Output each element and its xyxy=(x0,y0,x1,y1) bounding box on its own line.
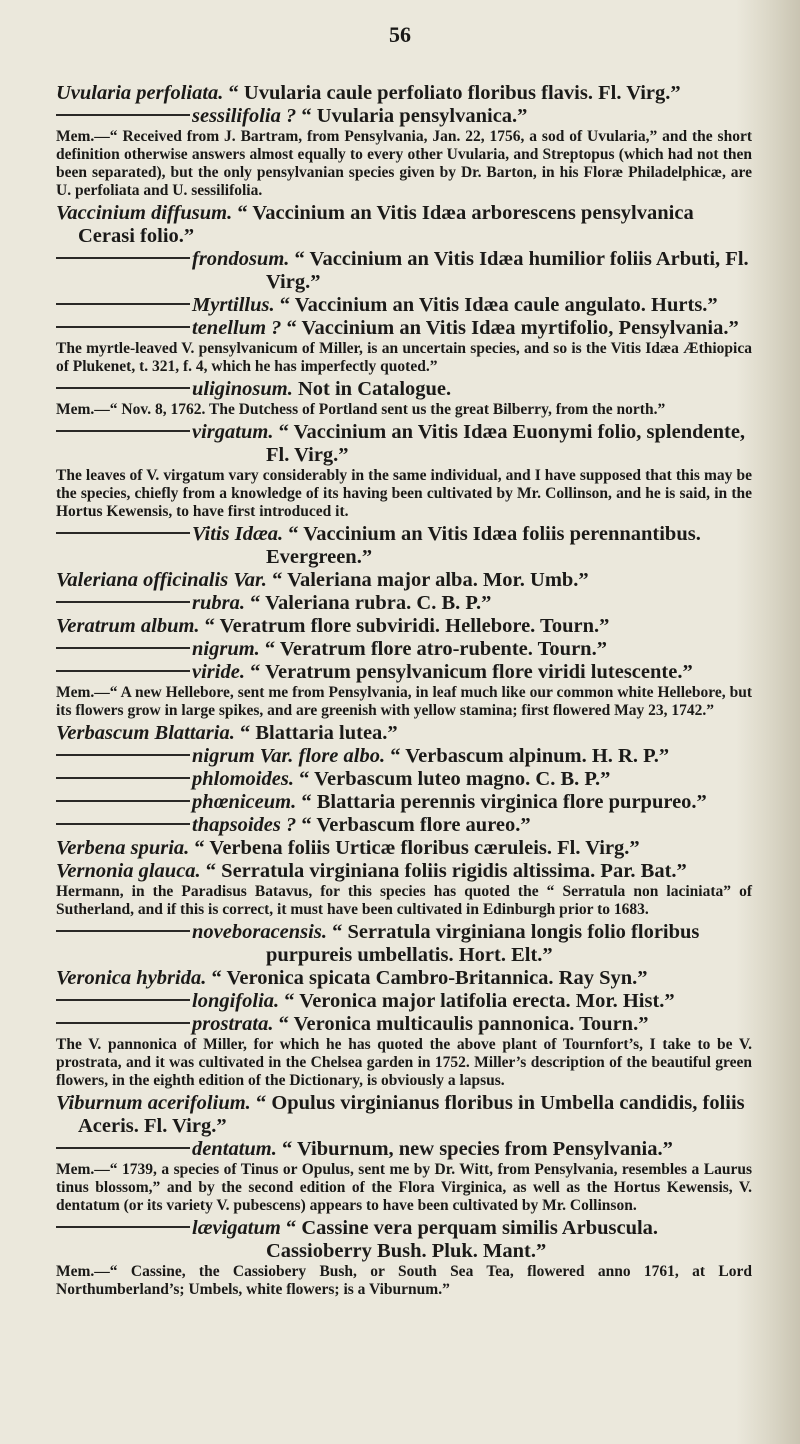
species-name: rubra. xyxy=(192,592,245,614)
synonym-quote: Not in Catalogue. xyxy=(297,378,452,400)
memorandum-note xyxy=(56,883,752,919)
ditto-rule xyxy=(56,754,190,756)
genus-entry xyxy=(56,722,752,745)
species-name: tenellum ? xyxy=(192,317,282,339)
page-number: 56 xyxy=(389,22,411,47)
ditto-rule xyxy=(56,930,190,932)
species-name: nigrum Var. flore albo. xyxy=(192,745,386,767)
synonym-quote: “ Veratrum flore subviridi. Hellebore. Tourn.” xyxy=(204,615,610,637)
species-variant-entry xyxy=(56,294,752,317)
ditto-rule xyxy=(56,823,190,825)
species-name: Vaccinium diffusum. xyxy=(56,202,233,224)
genus-entry xyxy=(56,967,752,990)
synonym-quote: “ Vaccinium an Vitis Idæa arborescens pensylvanica Cerasi folio.” xyxy=(78,202,694,247)
memorandum-note xyxy=(56,467,752,521)
species-variant-entry xyxy=(56,1013,752,1036)
memorandum-note xyxy=(56,1036,752,1090)
species-variant-entry xyxy=(56,248,752,294)
note-text: Mem.—“ Nov. 8, 1762. The Dutchess of Portland sent us the great Bilberry, from the north.” xyxy=(56,401,666,418)
species-name: Valeriana officinalis Var. xyxy=(56,569,267,591)
synonym-quote: “ Valeriana major alba. Mor. Umb.” xyxy=(272,569,589,591)
synonym-quote: “ Vaccinium an Vitis Idæa humilior foliis Arbuti, Fl. Virg.” xyxy=(266,248,749,293)
synonym-quote: “ Uvularia caule perfoliato floribus flavis. Fl. Virg.” xyxy=(228,82,681,104)
species-variant-entry xyxy=(56,921,752,967)
note-text: The myrtle-leaved V. pensylvanicum of Miller, is an uncertain species, and so is the Vitis Idæa Æthiopica of Plukenet, t. 321, f. 4, which he has imperfectly quoted.” xyxy=(56,340,752,375)
species-variant-entry xyxy=(56,523,752,569)
species-variant-entry xyxy=(56,317,752,340)
synonym-quote: “ Blattaria lutea.” xyxy=(239,722,398,744)
species-variant-entry xyxy=(56,421,752,467)
note-text: Hermann, in the Paradisus Batavus, for this species has quoted the “ Serratula non laciniata” of Sutherland, and if this is correct, it must have been cultivated in Edinburgh prior to 1683. xyxy=(56,883,752,918)
ditto-rule xyxy=(56,1226,190,1228)
synonym-quote: “ Verbascum alpinum. H. R. P.” xyxy=(390,745,670,767)
note-text: Mem.—“ A new Hellebore, sent me from Pensylvania, in leaf much like our common white Hellebore, but its flowers grow in large spikes, and are greenish with yellow stamina; first flowered May 23, 1742.” xyxy=(56,684,752,719)
note-text: Mem.—“ 1739, a species of Tinus or Opulus, sent me by Dr. Witt, from Pensylvania, resembles a Laurus tinus blossom,” and by the second edition of the Flora Virginica, as well as the Hortus Kewensis, V. dentatum (or its variety V. pubescens) appears to have been cultivated by Mr. Collinson. xyxy=(56,1161,752,1214)
memorandum-note xyxy=(56,684,752,720)
memorandum-note xyxy=(56,1263,752,1299)
species-name: longifolia. xyxy=(192,990,280,1012)
species-name: Vitis Idæa. xyxy=(192,523,284,545)
species-variant-entry xyxy=(56,768,752,791)
ditto-rule xyxy=(56,670,190,672)
species-name: Vernonia glauca. xyxy=(56,860,201,882)
ditto-rule xyxy=(56,1147,190,1149)
memorandum-note xyxy=(56,1161,752,1215)
synonym-quote: “ Vaccinium an Vitis Idæa myrtifolio, Pensylvania.” xyxy=(286,317,739,339)
species-name: Veronica hybrida. xyxy=(56,967,207,989)
species-name: thapsoides ? xyxy=(192,814,297,836)
ditto-rule xyxy=(56,800,190,802)
note-text: The V. pannonica of Miller, for which he has quoted the above plant of Tournfort’s, I take to be V. prostrata, and it was cultivated in the Chelsea garden in 1752. Miller’s description of the beautiful green flowers, in the eighth edition of the Dictionary, is obviously a lapsus. xyxy=(56,1036,752,1089)
synonym-quote: “ Veratrum pensylvanicum flore viridi lutescente.” xyxy=(250,661,693,683)
ditto-rule xyxy=(56,114,190,116)
species-name: sessilifolia ? xyxy=(192,105,297,127)
synonym-quote: “ Viburnum, new species from Pensylvania.” xyxy=(282,1138,673,1160)
species-name: Uvularia perfoliata. xyxy=(56,82,224,104)
species-variant-entry xyxy=(56,105,752,128)
species-variant-entry xyxy=(56,1138,752,1161)
synonym-quote: “ Uvularia pensylvanica.” xyxy=(301,105,528,127)
species-variant-entry xyxy=(56,990,752,1013)
synonym-quote: “ Opulus virginianus floribus in Umbella candidis, foliis Aceris. Fl. Virg.” xyxy=(78,1092,745,1137)
ditto-rule xyxy=(56,601,190,603)
species-variant-entry xyxy=(56,1217,752,1263)
genus-entry xyxy=(56,82,752,105)
ditto-rule xyxy=(56,430,190,432)
ditto-rule xyxy=(56,647,190,649)
memorandum-note xyxy=(56,128,752,200)
species-variant-entry xyxy=(56,592,752,615)
species-name: phlomoides. xyxy=(192,768,294,790)
synonym-quote: “ Verbascum luteo magno. C. B. P.” xyxy=(299,768,611,790)
note-text: The leaves of V. virgatum vary considerably in the same individual, and I have supposed that this may be the species, chiefly from a knowledge of its having been cultivated by Mr. Collinson, and he is said, in the Hortus Kewensis, to have first introduced it. xyxy=(56,467,752,520)
synonym-quote: “ Verbena foliis Urticæ floribus cæruleis. Fl. Virg.” xyxy=(194,837,640,859)
synonym-quote: “ Veronica spicata Cambro-Britannica. Ray Syn.” xyxy=(211,967,648,989)
synonym-quote: “ Vaccinium an Vitis Idæa foliis perennantibus. Evergreen.” xyxy=(266,523,701,568)
genus-entry xyxy=(56,837,752,860)
species-name: uliginosum. xyxy=(192,378,293,400)
genus-entry xyxy=(56,860,752,883)
ditto-rule xyxy=(56,303,190,305)
ditto-rule xyxy=(56,1022,190,1024)
ditto-rule xyxy=(56,257,190,259)
catalogue-text xyxy=(56,82,752,1301)
species-name: viride. xyxy=(192,661,245,683)
species-name: virgatum. xyxy=(192,421,274,443)
species-name: dentatum. xyxy=(192,1138,277,1160)
species-variant-entry xyxy=(56,745,752,768)
species-name: Veratrum album. xyxy=(56,615,200,637)
synonym-quote: “ Verbascum flore aureo.” xyxy=(301,814,531,836)
species-name: phœniceum. xyxy=(192,791,297,813)
species-name: Myrtillus. xyxy=(192,294,275,316)
species-name: Viburnum acerifolium. xyxy=(56,1092,251,1114)
genus-entry xyxy=(56,202,752,248)
species-variant-entry xyxy=(56,814,752,837)
synonym-quote: “ Veratrum flore atro-rubente. Tourn.” xyxy=(264,638,607,660)
species-name: noveboracensis. xyxy=(192,921,327,943)
synonym-quote: “ Valeriana rubra. C. B. P.” xyxy=(250,592,492,614)
synonym-quote: “ Vaccinium an Vitis Idæa caule angulato. Hurts.” xyxy=(279,294,718,316)
species-name: frondosum. xyxy=(192,248,290,270)
species-name: Verbascum Blattaria. xyxy=(56,722,235,744)
synonym-quote: “ Blattaria perennis virginica flore purpureo.” xyxy=(301,791,707,813)
ditto-rule xyxy=(56,532,190,534)
note-text: Mem.—“ Received from J. Bartram, from Pensylvania, Jan. 22, 1756, a sod of Uvularia,” and the short definition otherwise answers almost equally to every other Uvularia, and Streptopus (which had not then been separated), but the only pensylvanian species given by Dr. Barton, in his Floræ Philadelphicæ, are U. perfoliata and U. sessilifolia. xyxy=(56,128,752,199)
ditto-rule xyxy=(56,387,190,389)
synonym-quote: “ Veronica multicaulis pannonica. Tourn.” xyxy=(278,1013,649,1035)
genus-entry xyxy=(56,615,752,638)
synonym-quote: “ Vaccinium an Vitis Idæa Euonymi folio, splendente, Fl. Virg.” xyxy=(266,421,746,466)
species-variant-entry xyxy=(56,661,752,684)
ditto-rule xyxy=(56,777,190,779)
species-name: lævigatum xyxy=(192,1217,281,1239)
memorandum-note xyxy=(56,401,752,419)
species-variant-entry xyxy=(56,791,752,814)
synonym-quote: “ Serratula virginiana foliis rigidis altissima. Par. Bat.” xyxy=(205,860,687,882)
species-name: Verbena spuria. xyxy=(56,837,190,859)
ditto-rule xyxy=(56,999,190,1001)
species-variant-entry xyxy=(56,638,752,661)
species-variant-entry xyxy=(56,378,752,401)
note-text: Mem.—“ Cassine, the Cassiobery Bush, or South Sea Tea, flowered anno 1761, at Lord Northumberland’s; Umbels, white flowers; is a Viburnum.” xyxy=(56,1263,752,1298)
genus-entry xyxy=(56,1092,752,1138)
synonym-quote: “ Serratula virginiana longis folio floribus purpureis umbellatis. Hort. Elt.” xyxy=(266,921,700,966)
species-name: prostrata. xyxy=(192,1013,274,1035)
synonym-quote: “ Veronica major latifolia erecta. Mor. Hist.” xyxy=(284,990,675,1012)
synonym-quote: “ Cassine vera perquam similis Arbuscula. Cassioberry Bush. Pluk. Mant.” xyxy=(266,1217,659,1262)
genus-entry xyxy=(56,569,752,592)
memorandum-note xyxy=(56,340,752,376)
species-name: nigrum. xyxy=(192,638,260,660)
ditto-rule xyxy=(56,326,190,328)
